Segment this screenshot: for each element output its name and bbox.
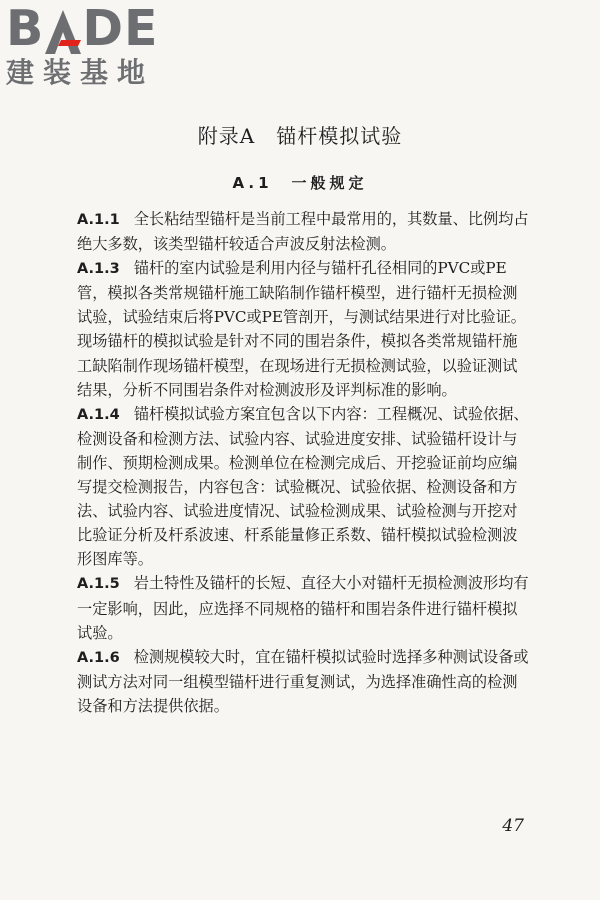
- clause-number: A.1.1: [77, 212, 120, 228]
- clause-list: [77, 207, 529, 718]
- clause-a-1-4: [77, 402, 529, 572]
- clause-text: 岩土特性及锚杆的长短、直径大小对锚杆无损检测波形均有一定影响，因此，应选择不同规格的锚杆和围岩条件进行锚杆模拟试验。: [77, 574, 529, 642]
- clause-text: 锚杆的室内试验是利用内径与锚杆孔径相同的PVC或PE管，模拟各类常规锚杆施工缺陷制作锚杆模型，进行锚杆无损检测试验，试验结束后将PVC或PE管剖开，与测试结果进行对比验证。现场锚杆的模拟试验是针对不同的围岩条件，模拟各类常规锚杆施工缺陷制作现场锚杆模型，在现场进行无损检测试验，以验证测试结果，分析不同围岩条件对检测波形及评判标准的影响。: [77, 259, 526, 399]
- clause-a-1-6: [77, 645, 529, 718]
- page-number: 47: [502, 816, 524, 836]
- clause-text: 全长粘结型锚杆是当前工程中最常用的，其数量、比例均占绝大多数，该类型锚杆较适合声波反射法检测。: [77, 210, 529, 254]
- bade-logo: [6, 0, 186, 92]
- section-heading: A.1 一般规定: [232, 174, 368, 192]
- clause-text: 检测规模较大时，宜在锚杆模拟试验时选择多种测试设备或测试方法对同一组模型锚杆进行重复测试，为选择准确性高的检测设备和方法提供依据。: [77, 647, 529, 715]
- logo-letters-right: DE: [82, 0, 159, 57]
- logo-a-icon: [45, 10, 81, 54]
- clause-a-1-5: [77, 571, 529, 644]
- appendix-title: 附录A 锚杆模拟试验: [197, 124, 403, 148]
- clause-number: A.1.4: [77, 406, 120, 423]
- clause-text: 锚杆模拟试验方案宜包含以下内容：工程概况、试验依据、检测设备和检测方法、试验内容、试验进度安排、试验锚杆设计与制作、预期检测成果。检测单位在检测完成后、开挖验证前均应编写提交检测报告，内容包含：试验概况、试验依据、检测设备和方法、试验内容、试验进度情况、试验检测成果、试验检测与开挖对比验证分析及杆系波速、杆系能量修正系数、锚杆模拟试验检测波形图库等。: [77, 404, 529, 569]
- logo-letters-left: B: [6, 0, 45, 57]
- clause-number: A.1.5: [77, 576, 120, 593]
- clause-a-1-3: [77, 256, 529, 402]
- clause-number: A.1.6: [77, 649, 120, 666]
- logo-subtitle: 建装基地: [6, 56, 155, 89]
- clause-a-1-1: [77, 207, 529, 256]
- clause-number: A.1.3: [77, 261, 120, 278]
- logo-wordmark: [6, 0, 186, 57]
